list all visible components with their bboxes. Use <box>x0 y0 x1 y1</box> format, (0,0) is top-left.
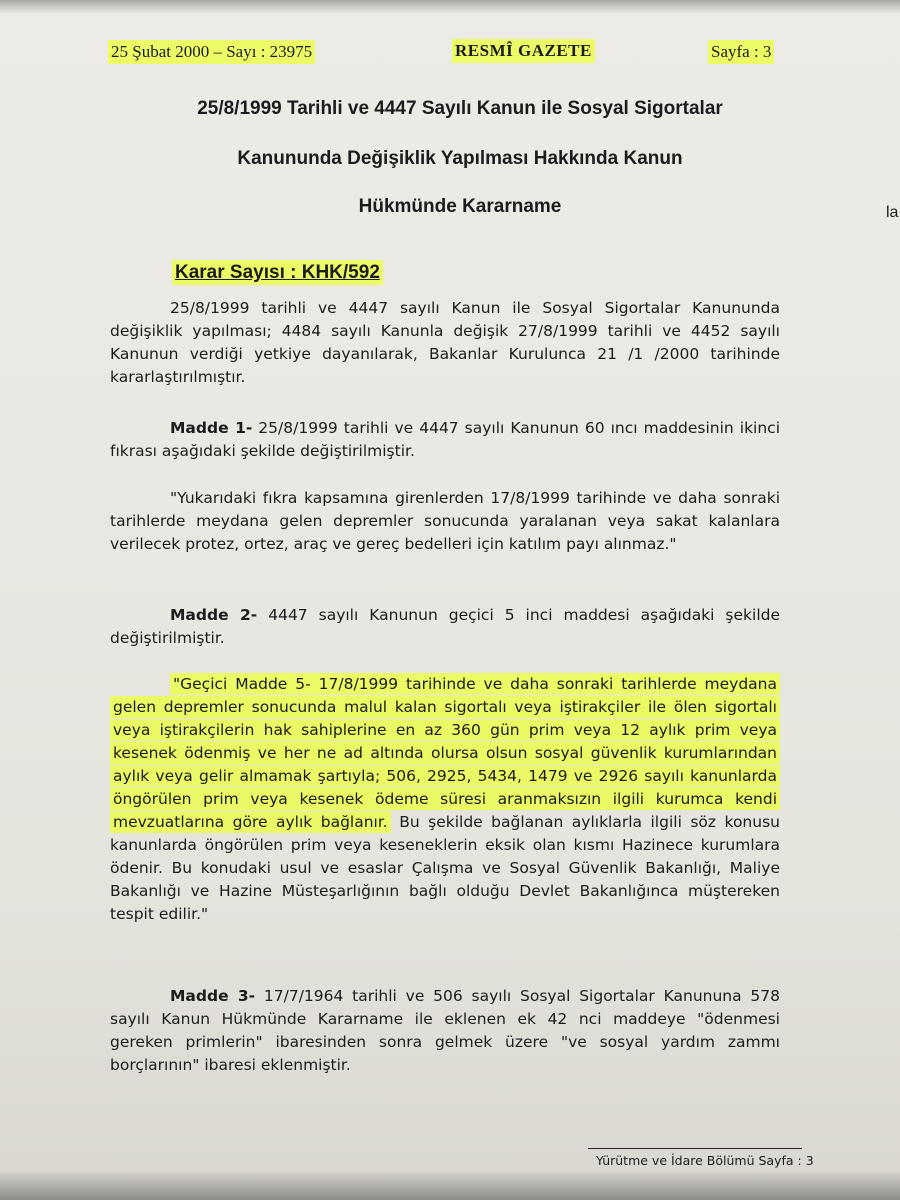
adjacent-page-text: la <box>886 204 899 221</box>
article-3-lead: Madde 3- <box>170 987 256 1005</box>
decree-title-line-1: 25/8/1999 Tarihli ve 4447 Sayılı Kanun ile Sosyal Sigortalar <box>197 98 723 119</box>
page-header <box>0 34 900 64</box>
page-top-shadow <box>0 0 900 14</box>
article-1-quote: "Yukarıdaki fıkra kapsamına girenlerden 17/8/1999 tarihinde ve daha sonraki tarihlerde meydana gelen depremler sonucunda yaralanan veya sakat kalanlara verilecek protez, ortez, araç ve gereç bedelleri için katılım payı alınmaz." <box>110 489 780 553</box>
page-bottom-shadow <box>0 1170 900 1200</box>
header-page-number: Sayfa : 3 <box>708 40 774 64</box>
article-2-quote-rest: Bu şekilde bağlanan aylıklarla ilgili söz konusu kanunlarda öngörülen prim veya keseneklerin eksik olan kısmı Hazinece kurumlara ödenir. Bu konudaki usul ve esaslar Çalışma ve Sosyal Güvenlik Bakanlığı, Maliye Bakanlığı ve Hazine Müsteşarlığının bağlı olduğu Devlet Bakanlığınca müştereken tespit edilir." <box>110 813 780 923</box>
article-2 <box>110 604 780 650</box>
article-1 <box>110 417 780 463</box>
preamble-paragraph: 25/8/1999 tarihli ve 4447 sayılı Kanun ile Sosyal Sigortalar Kanununda değişiklik yapılması; 4484 sayılı Kanunla değişik 27/8/1999 tarihli ve 4452 sayılı Kanunun verdiği yetkiye dayanılarak, Bakanlar Kurulunca 21 /1 /2000 tarihinde kararlaştırılmıştır. <box>110 299 780 386</box>
article-3-text: 17/7/1964 tarihli ve 506 sayılı Sosyal Sigortalar Kanununa 578 sayılı Kanun Hükmünde Kararname ile eklenen ek 42 nci maddeye "ödenmesi gereken primlerin" ibaresinden sonra gelmek üzere "ve sosyal yardım zammı borçlarının" ibaresi eklenmiştir. <box>110 987 780 1074</box>
footer-rule <box>588 1148 802 1149</box>
article-3 <box>110 985 780 1077</box>
article-2-quote-highlighted: "Geçici Madde 5- 17/8/1999 tarihinde ve daha sonraki tarihlerde meydana gelen depremler sonucunda malul kalan sigortalı veya iştirakçiler ile ölen sigortalı veya iştirakçilerin hak sahiplerine en az 360 gün prim veya 12 aylık prim veya kesenek ödenmiş ve her ne ad altında olursa olsun sosyal güvenlik kurumlarından aylık veya gelir almamak şartıyla; 506, 2925, 5434, 1479 ve 2926 sayılı kanunlarda öngörülen prim veya kesenek ödeme süresi aranmaksızın ilgili kurumca kendi mevzuatlarına göre aylık bağlanır. <box>110 673 780 833</box>
decree-title-line-3: Hükmünde Kararname <box>358 196 562 217</box>
page-footer: Yürütme ve İdare Bölümü Sayfa : 3 <box>596 1153 814 1168</box>
article-1-lead: Madde 1- <box>170 419 253 437</box>
decree-title-line-2: Kanununda Değişiklik Yapılması Hakkında Kanun <box>237 148 683 169</box>
decision-number-label: Karar Sayısı : KHK/592 <box>172 260 383 285</box>
article-2-text: 4447 sayılı Kanunun geçici 5 inci maddesi aşağıdaki şekilde değiştirilmiştir. <box>110 606 781 647</box>
article-2-lead: Madde 2- <box>170 606 258 624</box>
article-1-text: 25/8/1999 tarihli ve 4447 sayılı Kanunun 60 ıncı maddesinin ikinci fıkrası aşağıdaki şekilde değiştirilmiştir. <box>110 419 780 460</box>
header-gazette-name: RESMÎ GAZETE <box>452 39 595 63</box>
header-date-issue: 25 Şubat 2000 – Sayı : 23975 <box>108 40 315 64</box>
article-2-quote <box>110 673 780 926</box>
decision-number <box>172 262 383 284</box>
